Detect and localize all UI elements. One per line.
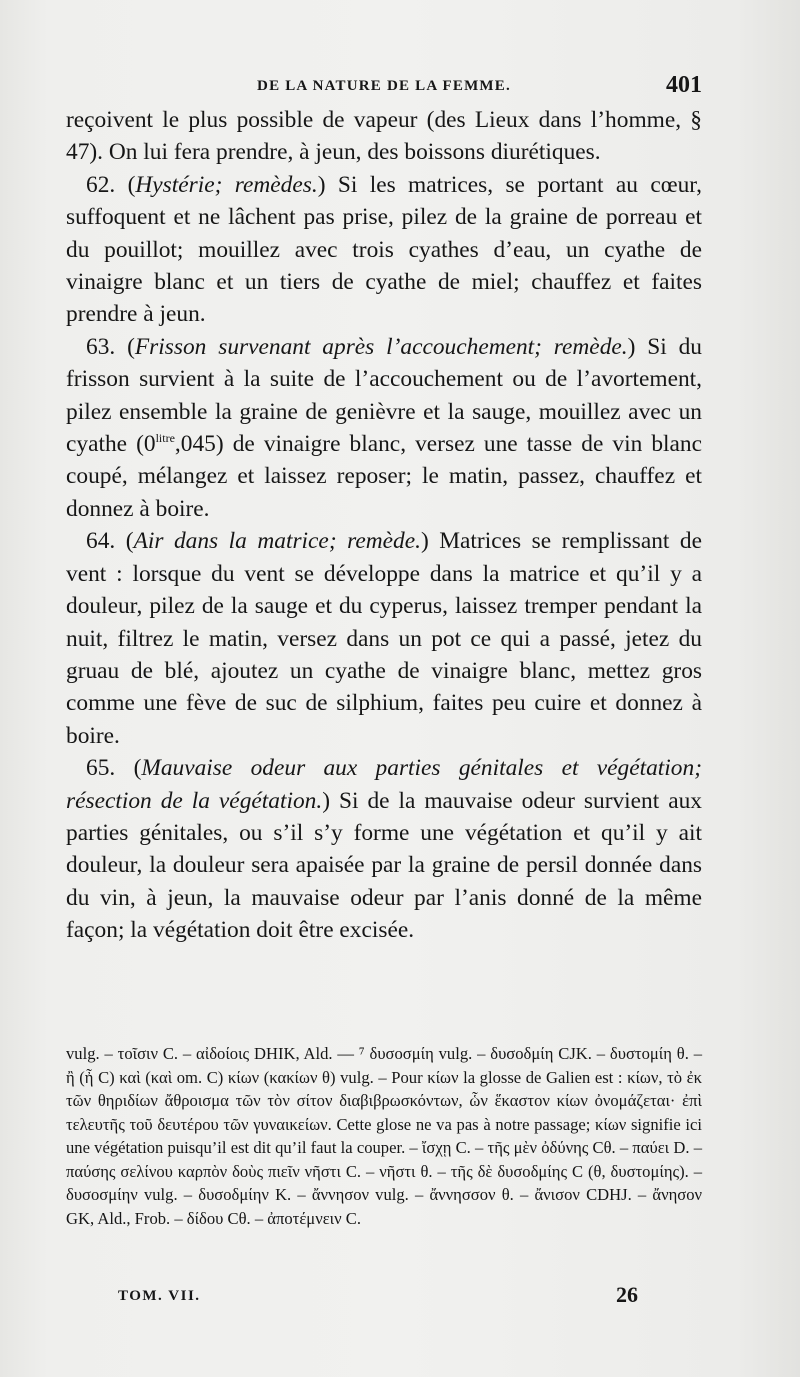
running-head	[66, 70, 702, 104]
unit-superscript: litre	[155, 431, 175, 446]
paragraph-62	[66, 169, 702, 331]
signature-mark: 26	[616, 1282, 638, 1307]
rubric: Air dans la matrice; remède.	[133, 528, 421, 555]
paragraph-text: Si de la mauvaise odeur survient aux parties génitales, ou s’il s’y forme une végétation et qu’il y ait douleur, la douleur sera apaisée par la graine de persil donnée dans du vin, à jeun, la mauvaise odeur par l’anis donné de la même façon; la végétation doit être excisée.	[66, 787, 702, 944]
footnotes	[66, 1042, 702, 1230]
paragraph-text: Si les matrices, se portant au cœur, suffoquent et ne lâchent pas prise, pilez de la graine de porreau et du pouillot; mouillez avec trois cyathes d’eau, un cyathe de vinaigre blanc et un tiers de cyathe de miel; chauffez et faites prendre à jeun.	[66, 171, 702, 328]
paragraph-text: Si du frisson survient à la suite de l’accouchement ou de l’avortement, pilez ensemble la graine de genièvre et la sauge, mouillez avec un cyathe (0	[66, 333, 702, 458]
rubric: Hystérie; remèdes.	[135, 171, 318, 198]
rubric-open-paren: (	[133, 755, 142, 782]
paragraph-number: 62.	[86, 171, 116, 198]
volume-label: TOM. VII.	[118, 1288, 201, 1304]
running-title: DE LA NATURE DE LA FEMME.	[257, 78, 511, 94]
paragraph-number: 63.	[86, 333, 116, 360]
rubric-close-paren: )	[317, 171, 326, 198]
paragraph-number: 65.	[86, 755, 116, 782]
paragraph-65	[66, 752, 702, 946]
rubric-open-paren: (	[125, 528, 134, 555]
page-footer	[118, 1282, 638, 1312]
rubric: Mauvaise odeur aux parties génitales et végétation; résection de la végétation.	[66, 755, 702, 814]
main-text	[66, 104, 702, 947]
paragraph-63	[66, 331, 702, 525]
rubric-open-paren: (	[127, 171, 136, 198]
paragraph-text: Matrices se remplissant de vent : lorsque du vent se développe dans la matrice et qu’il y a douleur, pilez de la sauge et du cyperus, laissez tremper pendant la nuit, filtrez le matin, versez dans un pot ce qui a passé, jetez du gruau de blé, ajoutez un cyathe de vinaigre blanc, mettez gros comme une fève de suc de silphium, faites peu cuire et donnez à boire.	[66, 528, 703, 749]
rubric-close-paren: )	[322, 787, 330, 814]
paragraph-continued: reçoivent le plus possible de vapeur (des Lieux dans l’homme, § 47). On lui fera prendre, à jeun, des boissons diurétiques.	[66, 107, 702, 166]
footnote-text: vulg. – τοῖσιν C. – αἰδοίοις DHIK, Ald. — ⁷ δυσοσμίη vulg. – δυσοδμίη CJK. – δυστομίη θ. – ἢ (ἦ C) καὶ (καὶ om. C) κίων (κακίων θ) vulg. – Pour κίων la glosse de Galien est : κίων, τὸ ἐκ τῶν θηριδίων ἄθροισμα τῶν τὸν σίτον διαβιβρωσκόντων, ὧν ἕκαστον κίων ὀνομάζεται· ἐπὶ τελευτῆς τοῦ δευτέρου τῶν γυναικείων. Cette glose ne va pas à notre passage; κίων signifie ici une végétation puisqu’il est dit qu’il faut la couper. – ἴσχῃ C. – τῆς μὲν ὀδύνης Cθ. – παύει D. – παύσης σελίνου καρπὸν δοὺς πιεῖν νῆστι C. – νῆστι θ. – τῆς δὲ δυσοδμίης C (θ, δυστομίης). – δυσοσμίην vulg. – δυσοδμίην K. – ἄννησον vulg. – ἄννησσον θ. – ἄνισον CDHJ. – ἄνησον GK, Ald., Frob. – δίδου Cθ. – ἀποτέμνειν C.	[66, 1044, 702, 1228]
paragraph-64	[66, 525, 702, 752]
rubric-close-paren: )	[420, 528, 429, 555]
rubric-close-paren: )	[627, 333, 636, 360]
page-number: 401	[666, 72, 702, 98]
rubric-open-paren: (	[127, 333, 135, 360]
rubric: Frisson survenant après l’accouchement; remède.	[134, 333, 628, 360]
paragraph-text-cont: ,045) de vinaigre blanc, versez une tasse de vin blanc coupé, mélangez et laissez reposer; le matin, passez, chauffez et donnez à boire.	[66, 431, 702, 522]
paragraph-number: 64.	[86, 528, 116, 555]
